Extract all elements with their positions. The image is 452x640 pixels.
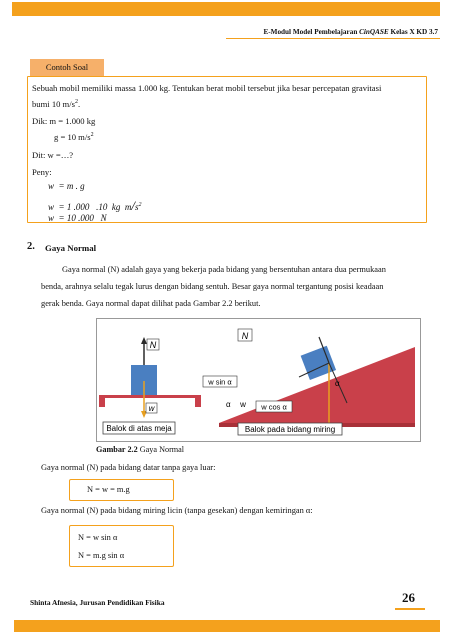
section-number: 2. (27, 241, 35, 252)
flat-formula: N = w = m.g (87, 485, 130, 494)
label-table: Balok di atas meja (106, 424, 172, 433)
solution-label: Peny: (32, 167, 52, 177)
incline-formula-2: N = m.g sin α (78, 551, 125, 560)
equation-1: w = m . g (48, 181, 85, 191)
footer-author: Shinta Afnesia, Jurusan Pendidikan Fisika (30, 598, 165, 607)
incline-formula-box (69, 525, 174, 567)
label-alpha-2: α (226, 400, 231, 409)
flat-intro: Gaya normal (N) pada bidang datar tanpa gaya luar: (41, 463, 216, 472)
label-N-right: N (241, 331, 249, 341)
figure-caption: Gambar 2.2 Gaya Normal (96, 445, 185, 454)
page-number-underline (395, 608, 425, 610)
header-accent-bar (12, 2, 440, 16)
equation-2: w = 1 .000 .10 kg $m/s^2$ (48, 198, 142, 213)
label-wcos: w cos α (261, 402, 287, 412)
asked: Dit: w =…? (32, 150, 74, 160)
label-alpha-1: α (335, 379, 340, 388)
flat-formula-box (69, 479, 174, 501)
equation-3: w = 10 .000 N (48, 213, 107, 223)
table-leg-left (99, 395, 105, 407)
problem-line-1: Sebuah mobil memiliki massa 1.000 kg. Tentukan berat mobil tersebut jika besar percepatan gravitasi (32, 83, 382, 93)
incline-intro: Gaya normal (N) pada bidang miring licin (tanpa gesekan) dengan kemiringan α: (41, 506, 313, 515)
normal-force-figure (96, 318, 421, 442)
normal-force-illustration (97, 319, 420, 441)
problem-line-2: bumi 10 $m/s^2$. (32, 99, 81, 109)
label-N-left: N (149, 340, 157, 350)
section-title: Gaya Normal (45, 243, 97, 253)
table-top (103, 395, 199, 398)
example-tab-label: Contoh Soal (30, 59, 104, 76)
header-rule (226, 38, 440, 39)
label-w-right: w (240, 400, 246, 409)
known-gravity: g = 10 $m/s^2$ (54, 132, 94, 142)
module-header-title: E-Modul Model Pembelajaran CinQASE Kelas X KD 3.7 (263, 28, 438, 36)
label-incline: Balok pada bidang miring (244, 425, 336, 434)
paragraph-line-3: gerak benda. Gaya normal dapat dilihat pada Gambar 2.2 berikut. (41, 299, 261, 308)
label-w-left: w (148, 404, 155, 413)
label-wsin: w sin α (208, 377, 232, 387)
paragraph-line-1: Gaya normal (N) adalah gaya yang bekerja pada bidang yang bersentuhan antara dua permukaan (62, 265, 386, 274)
page-number: 26 (402, 590, 415, 605)
known-mass: Dik: m = 1.000 kg (32, 116, 96, 126)
incline-formula-1: N = w sin α (78, 533, 118, 542)
paragraph-line-2: benda, arahnya selalu tegak lurus dengan bidang sentuh. Besar gaya normal tergantung posisi keadaan (41, 282, 384, 291)
example-box (27, 76, 427, 223)
table-leg-right (195, 395, 201, 407)
footer-accent-bar (14, 620, 440, 632)
